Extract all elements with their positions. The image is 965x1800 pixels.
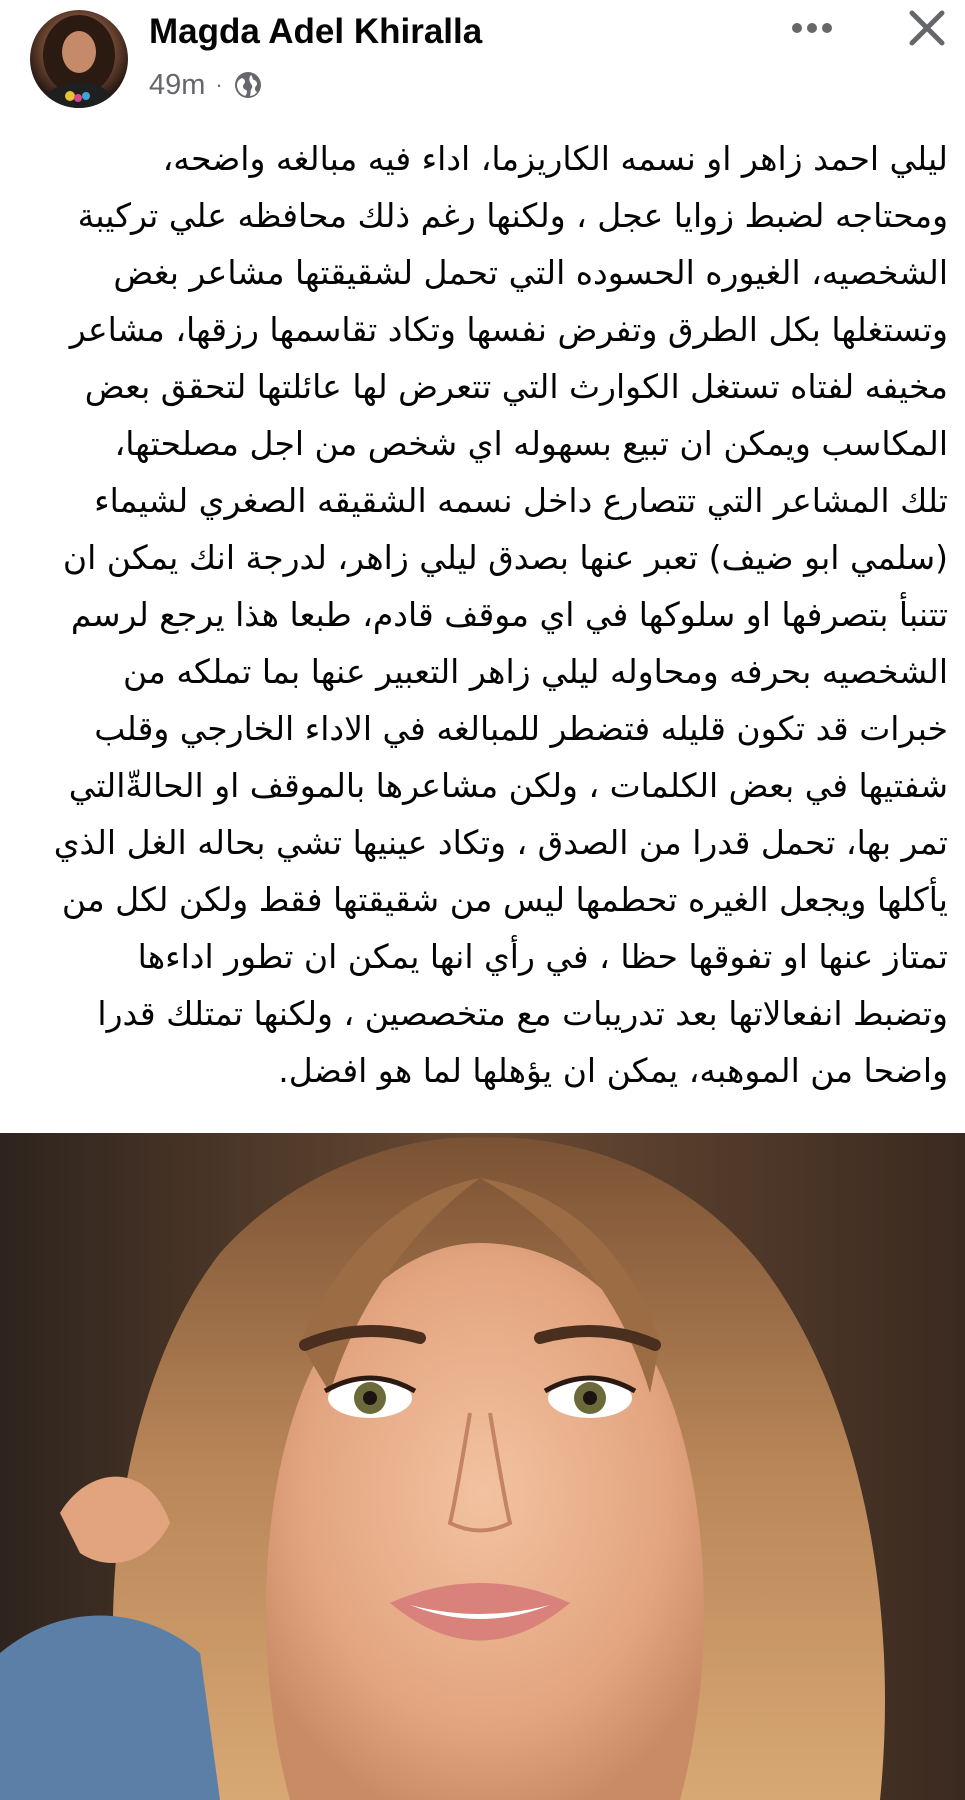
close-icon (907, 8, 947, 48)
post-text-line: تمتاز عنها او تفوقها حظا ، في رأي انها يمكن ان تطور اداءها (137, 937, 948, 976)
post-text-line: خبرات قد تكون قليله فتضطر للمبالغه في الاداء الخارجي وقلب (94, 709, 948, 748)
post-body-text (30, 130, 948, 1099)
post-text-line: ليلي احمد زاهر او نسمه الكاريزما، اداء فيه مبالغه واضحه، (162, 139, 948, 178)
more-horizontal-icon (790, 21, 834, 35)
post-timestamp[interactable]: 49m (149, 68, 206, 101)
post-text-line: وتستغلها بكل الطرق وتفرض نفسها وتكاد تقاسمها رزقها، مشاعر (69, 310, 948, 349)
post-text-line: ومحتاجه لضبط زوايا عجل ، ولكنها رغم ذلك محافظه علي تركيبة (77, 196, 948, 235)
post-text-line: يأكلها ويجعل الغيره تحطمها ليس من شقيقتها فقط ولكن لكل من (61, 880, 948, 919)
post-text-line: الشخصيه، الغيوره الحسوده التي تحمل لشقيقتها مشاعر بغض (113, 253, 948, 292)
post-text-line: (سلمي ابو ضيف) تعبر عنها بصدق ليلي زاهر، لدرجة انك يمكن ان (62, 538, 948, 577)
post-text-line: الشخصيه بحرفه ومحاوله ليلي زاهر التعبير عنها بما تملكه من (123, 652, 948, 691)
more-options-button[interactable] (785, 6, 839, 50)
meta-separator: · (215, 72, 223, 97)
author-avatar[interactable] (30, 10, 128, 108)
author-name[interactable]: Magda Adel Khiralla (149, 12, 483, 51)
post-text-line: المكاسب ويمكن ان تبيع بسهوله اي شخص من اجل مصلحتها، (114, 424, 948, 463)
post-meta (149, 65, 263, 105)
post-text-line: تتنبأ بتصرفها او سلوكها في اي موقف قادم، طبعا هذا يرجع لرسم (70, 595, 948, 634)
post-text-line: وتضبط انفعالاتها بعد تدريبات مع متخصصين ، ولكنها تمتلك قدرا (97, 994, 948, 1033)
post-photo[interactable] (0, 1133, 965, 1800)
globe-icon[interactable] (233, 70, 263, 100)
post-text-line: تلك المشاعر التي تتصارع داخل نسمه الشقيقه الصغري لشيماء (94, 481, 948, 520)
post-header (0, 0, 965, 120)
close-button[interactable] (903, 4, 951, 52)
post-text-line: تمر بها، تحمل قدرا من الصدق ، وتكاد عينيها تشي بحاله الغل الذي (53, 823, 948, 862)
post-text-line: واضحا من الموهبه، يمكن ان يؤهلها لما هو افضل. (278, 1051, 948, 1090)
post-text-line: شفتيها في بعض الكلمات ، ولكن مشاعرها بالموقف او الحالةّالتي (68, 766, 948, 805)
post-text-line: مخيفه لفتاه تستغل الكوارث التي تتعرض لها عائلتها لتحقق بعض (84, 367, 948, 406)
